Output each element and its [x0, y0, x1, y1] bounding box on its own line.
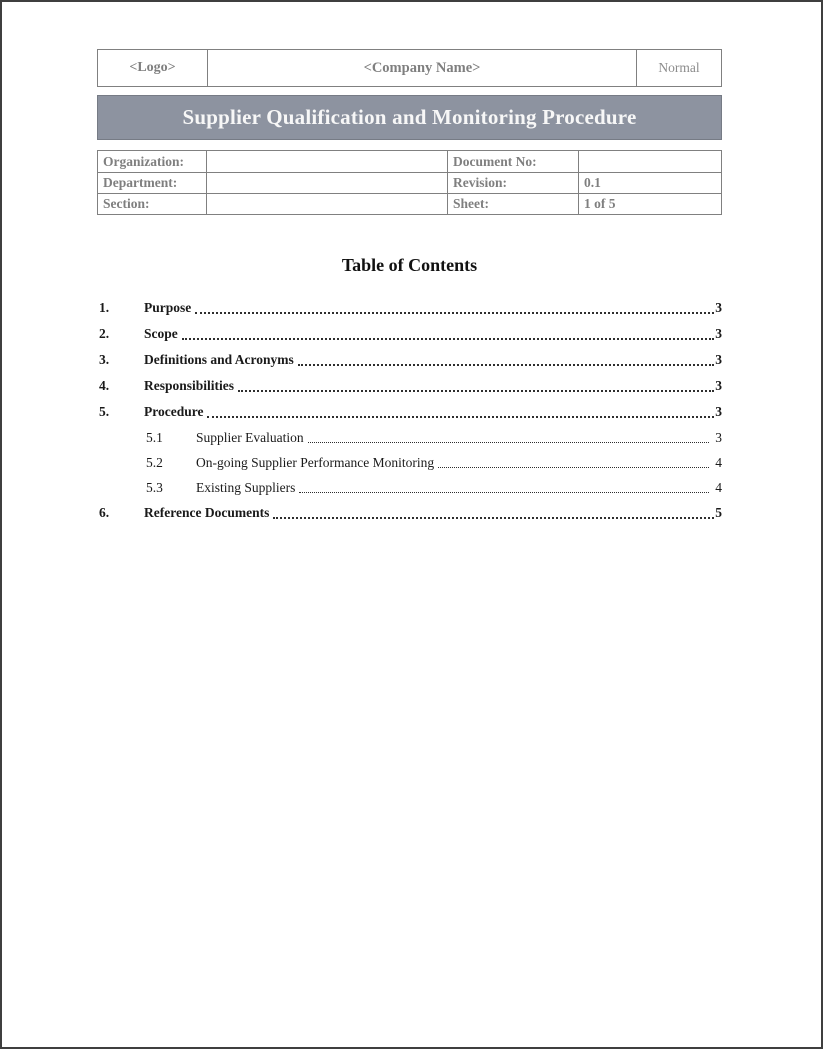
document-no-label: Document No:: [448, 151, 579, 172]
dot-leader: [191, 295, 715, 321]
document-no-value-field[interactable]: [579, 151, 721, 172]
toc-entry-number: 3.: [99, 352, 110, 367]
toc-entry-label: Reference Documents: [144, 505, 270, 520]
company-name-cell: [208, 50, 636, 86]
dot-leader: [294, 347, 715, 373]
dot-leader: [434, 450, 715, 475]
meta-row-organization: [98, 151, 721, 172]
logo-placeholder: <Logo>: [129, 60, 176, 75]
toc-entry-procedure[interactable]: [99, 399, 722, 425]
logo-placeholder-cell: [98, 50, 208, 86]
toc-entry-page: 3: [715, 352, 722, 367]
toc-entry-number: 4.: [99, 378, 110, 393]
toc-entry-scope[interactable]: [99, 321, 722, 347]
toc-entry-reference-documents[interactable]: [99, 500, 722, 526]
department-value-field[interactable]: [207, 173, 448, 193]
toc-entry-label: Definitions and Acronyms: [144, 352, 294, 367]
dot-leader: [178, 321, 716, 347]
dot-leader: [295, 475, 715, 500]
dot-leader: [234, 373, 715, 399]
toc-entry-number: 2.: [99, 326, 110, 341]
organization-label: Organization:: [98, 151, 207, 172]
toc-entry-number: 6.: [99, 505, 110, 520]
sheet-value: 1 of 5: [584, 196, 616, 211]
sheet-label: Sheet:: [448, 194, 579, 214]
dot-leader: [304, 425, 716, 450]
toc-entry-page: 3: [715, 430, 722, 445]
toc-entry-page: 4: [715, 480, 722, 495]
toc-entry-supplier-evaluation[interactable]: [99, 425, 722, 450]
toc-entry-label: Scope: [144, 326, 178, 341]
company-name-placeholder: <Company Name>: [363, 59, 481, 76]
toc-entry-label: On-going Supplier Performance Monitoring: [196, 455, 435, 470]
toc-entry-ongoing-monitoring[interactable]: [99, 450, 722, 475]
toc-entry-label: Responsibilities: [144, 378, 235, 393]
toc-entry-label: Procedure: [144, 404, 204, 419]
toc-entry-label: Supplier Evaluation: [196, 430, 304, 445]
dot-leader: [269, 500, 715, 526]
toc-entry-existing-suppliers[interactable]: [99, 475, 722, 500]
toc-entry-page: 5: [715, 505, 722, 520]
revision-value: 0.1: [584, 175, 601, 190]
toc-entry-definitions[interactable]: [99, 347, 722, 373]
table-of-contents: [97, 295, 722, 526]
title-banner: [97, 95, 722, 140]
section-value-field[interactable]: [207, 194, 448, 214]
toc-entry-responsibilities[interactable]: [99, 373, 722, 399]
dot-leader: [203, 399, 715, 425]
toc-entry-label: Purpose: [144, 300, 192, 315]
toc-entry-number: 5.3: [146, 480, 163, 495]
doc-style-cell: [636, 50, 721, 86]
meta-row-section: [98, 193, 721, 214]
doc-style-label: Normal: [658, 60, 700, 75]
section-label: Section:: [98, 194, 207, 214]
toc-entry-number: 5.1: [146, 430, 163, 445]
toc-entry-page: 3: [715, 300, 722, 315]
toc-entry-number: 1.: [99, 300, 110, 315]
document-title: Supplier Qualification and Monitoring Procedure: [182, 105, 637, 129]
department-label: Department:: [98, 173, 207, 193]
toc-entry-number: 5.2: [146, 455, 163, 470]
toc-entry-number: 5.: [99, 404, 110, 419]
toc-entry-page: 3: [715, 404, 722, 419]
page-content: [97, 49, 722, 526]
meta-row-department: [98, 172, 721, 193]
document-header-table: [97, 49, 722, 87]
revision-label: Revision:: [448, 173, 579, 193]
toc-title: Table of Contents: [341, 255, 478, 275]
organization-value-field[interactable]: [207, 151, 448, 172]
document-info-table: [97, 150, 722, 215]
toc-entry-label: Existing Suppliers: [196, 480, 296, 495]
toc-entry-page: 3: [715, 378, 722, 393]
toc-entry-purpose[interactable]: [99, 295, 722, 321]
toc-entry-page: 4: [715, 455, 722, 470]
toc-entry-page: 3: [715, 326, 722, 341]
